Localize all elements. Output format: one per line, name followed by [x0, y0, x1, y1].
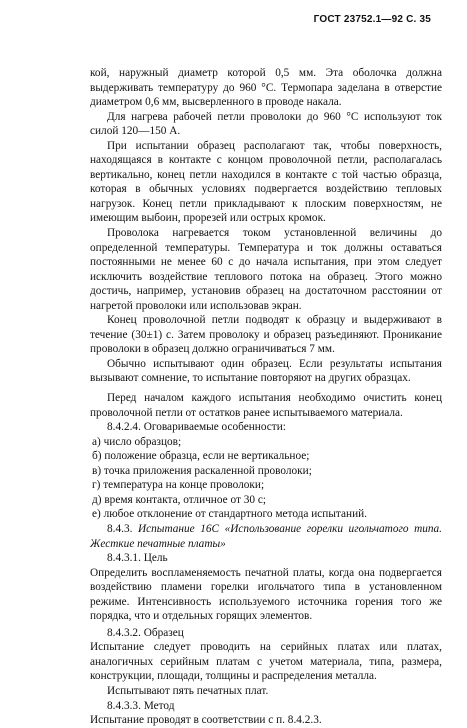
paragraph-five-boards: Испытывают пять печатных плат. [107, 684, 269, 697]
paragraph-specimen-position: При испытании образец располагают так, чтобы поверхность, находящаяся в контакте с концом проволочной петли, располагалась вертикально, конец петли находился в контакте с той частью образца, которая в обычных условиях подвергается воздействию тепловых нагрузок. Конец петли прикладывают к плоским поверхностям, не имеющим выбоин, прорезей или острых кромок. [90, 139, 442, 225]
list-item: а) число образцов; [92, 435, 182, 448]
paragraph-thermocouple: кой, наружный диаметр которой 0,5 мм. Эта оболочка должна выдерживать температуру до 960 °С. Термопара заделана в отверстие диаметром 0,6 мм, высверленного в проводе накала. [90, 67, 442, 109]
list-item: е) любое отклонение от стандартного метода испытаний. [92, 508, 367, 521]
section-8-4-3-3-heading: 8.4.3.3. Метод [107, 699, 175, 712]
document-body [90, 66, 442, 728]
paragraph-specimen: Испытание следует проводить на серийных платах или платах, аналогичных серийным платам с учетом материала, типа, размера, конструкции, площади, толщины и распределения металла. [90, 641, 442, 683]
section-number: 8.4.3. [107, 522, 133, 535]
paragraph-wire-heating: Проволока нагревается током установленной величины до определенной температуры. Температура и ток должны оставаться постоянными не менее 60 с до начала испытания, при этом следует исключить воздействие теплового потока на образец. Этого можно достичь, например, установив образец на достаточном расстоянии от нагретой проволоки или использовав экран. [90, 227, 442, 312]
paragraph-wire-contact: Конец проволочной петли подводят к образцу и выдерживают в течение (30±1) с. Затем проволоку и образец разъединяют. Проникание проволоки в образец должно ограничиваться 7 мм. [90, 314, 442, 356]
list-item: б) положение образца, если не вертикальное; [92, 450, 310, 463]
paragraph-heating-current: Для нагрева рабочей петли проволоки до 960 °С используют ток силой 120—150 А. [90, 110, 442, 138]
section-title: Испытание 16С «Использование горелки игольчатого типа. Жесткие печатные платы» [90, 522, 443, 550]
list-item: в) точка приложения раскаленной проволоки; [92, 464, 312, 477]
section-8-4-3-2-heading: 8.4.3.2. Образец [107, 626, 184, 639]
paragraph-cleaning: Перед началом каждого испытания необходимо очистить конец проволочной петли от остатков ранее испытываемого материала. [90, 392, 442, 419]
paragraph-purpose: Определить воспламеняемость печатной платы, когда она подвергается воздействию пламени горелки игольчатого типа в установленном режиме. Интенсивность используемого источника горения того же порядка, что и отдельных горящих элементов. [90, 566, 442, 623]
section-8-4-3-heading [90, 522, 442, 551]
paragraph-specimen-count: Обычно испытывают один образец. Если результаты испытания вызывают сомнение, то испытание повторяют на других образцах. [90, 357, 442, 385]
list-item: г) температура на конце проволоки; [92, 479, 265, 492]
specifics-list [90, 435, 442, 522]
paragraph-method: Испытание проводят в соответствии с п. 8.4.2.3. [90, 714, 322, 727]
section-8-4-3-1-heading: 8.4.3.1. Цель [107, 552, 168, 565]
list-item: д) время контакта, отличное от 30 с; [92, 493, 266, 506]
section-8-4-2-4-heading: 8.4.2.4. Оговариваемые особенности: [107, 421, 286, 434]
page-header: ГОСТ 23752.1—92 С. 35 [313, 14, 431, 25]
